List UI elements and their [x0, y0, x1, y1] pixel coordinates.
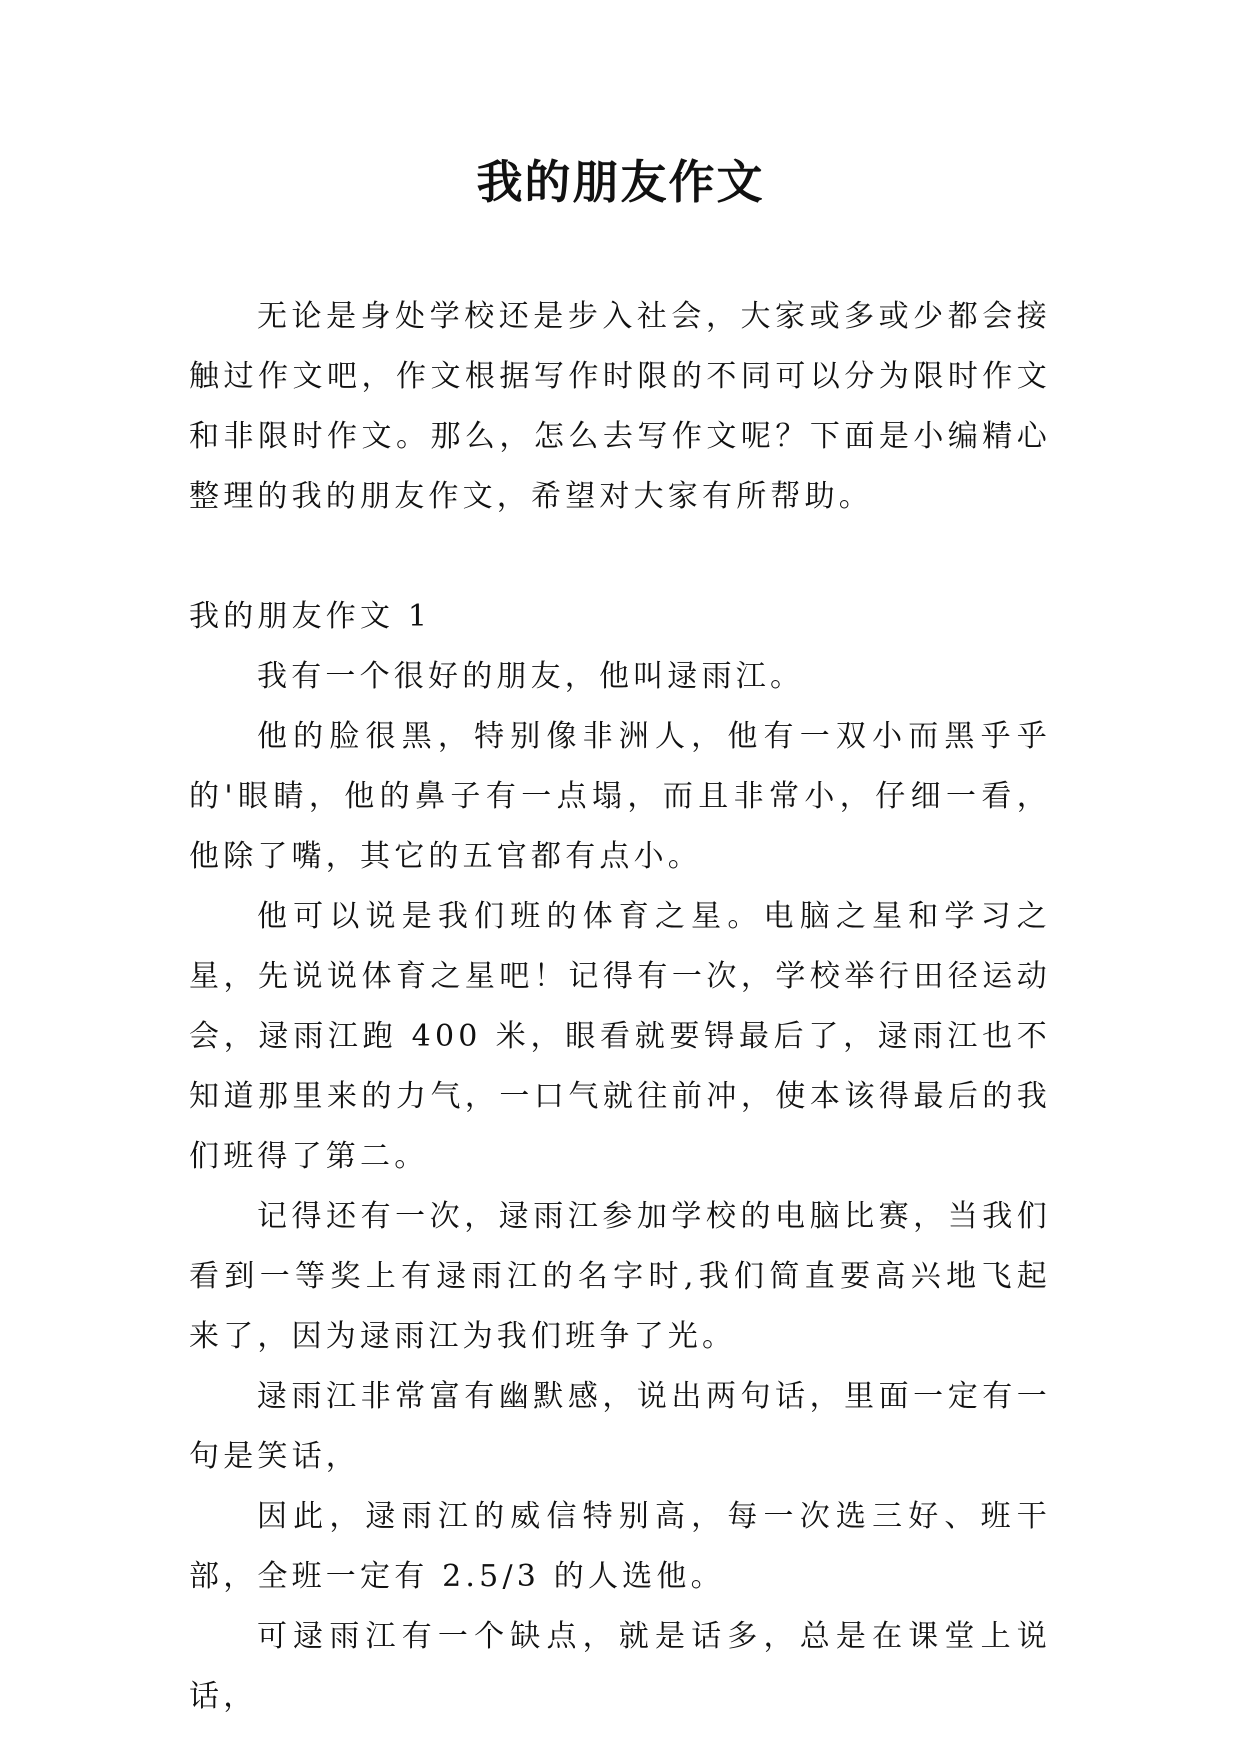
body-paragraph: 因此，逯雨江的威信特别高，每一次选三好、班干部，全班一定有 2.5/3 的人选他。 — [189, 1499, 1051, 1594]
body-paragraph: 可逯雨江有一个缺点，就是话多，总是在课堂上说话， — [189, 1619, 1051, 1714]
document-title: 我的朋友作文 — [476, 155, 765, 209]
section-heading: 我的朋友作文 1 — [189, 599, 432, 634]
body-paragraph: 我有一个很好的朋友，他叫逯雨江。 — [257, 659, 805, 694]
document-body — [189, 287, 1051, 1727]
intro-paragraph: 无论是身处学校还是步入社会，大家或多或少都会接触过作文吧，作文根据写作时限的不同可以分为限时作文和非限时作文。那么，怎么去写作文呢？下面是小编精心整理的我的朋友作文，希望对大家有所帮助。 — [189, 299, 1051, 514]
body-paragraph: 他的脸很黑，特别像非洲人，他有一双小而黑乎乎的'眼睛，他的鼻子有一点塌，而且非常小，仔细一看，他除了嘴，其它的五官都有点小。 — [189, 719, 1051, 874]
body-paragraph: 逯雨江非常富有幽默感，说出两句话，里面一定有一句是笑话， — [189, 1379, 1051, 1474]
body-paragraph: 他可以说是我们班的体育之星。电脑之星和学习之星，先说说体育之星吧！记得有一次，学校举行田径运动会，逯雨江跑 400 米，眼看就要锝最后了，逯雨江也不知道那里来的力气，一口气就往前冲，使本该得最后的我们班得了第二。 — [189, 899, 1051, 1174]
body-paragraph: 记得还有一次，逯雨江参加学校的电脑比赛，当我们看到一等奖上有逯雨江的名字时,我们简直要高兴地飞起来了，因为逯雨江为我们班争了光。 — [189, 1199, 1051, 1354]
